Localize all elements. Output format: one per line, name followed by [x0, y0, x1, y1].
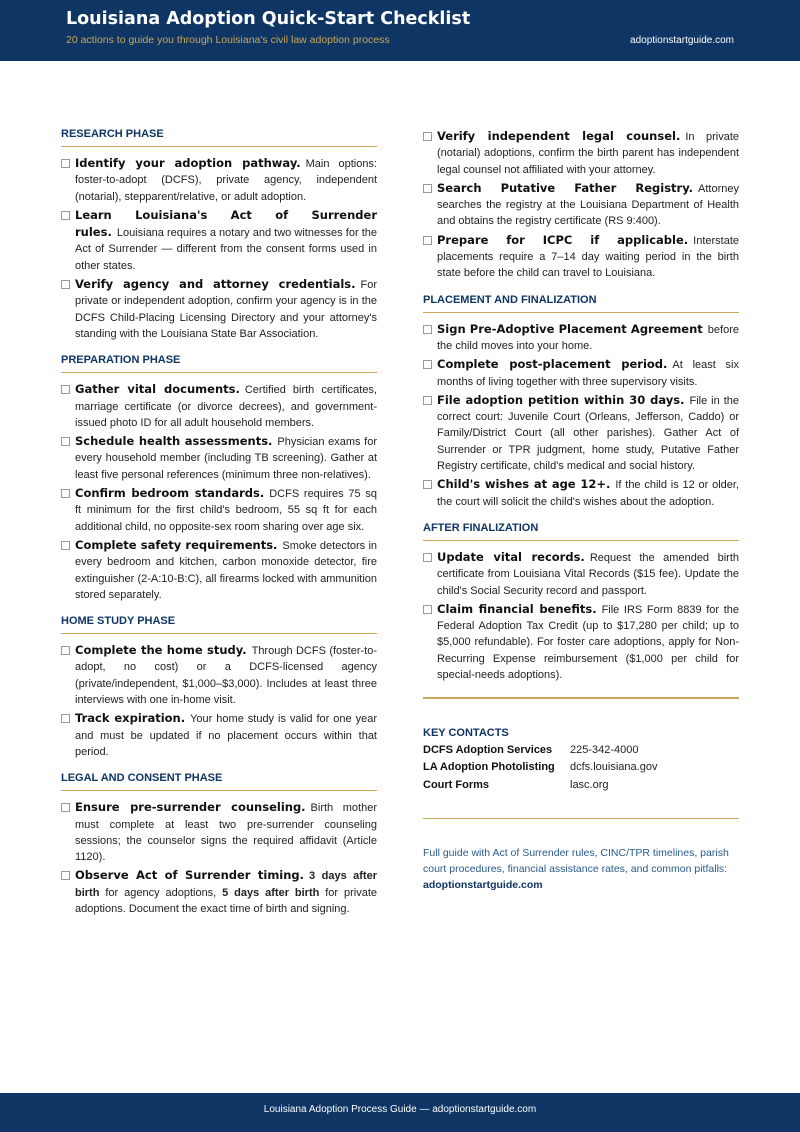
footnote-link[interactable]: adoptionstartguide.com: [423, 879, 543, 892]
checkbox[interactable]: [61, 211, 70, 220]
item-text: Attorney searches the registry at the Louisiana Department of Health and obtains the registry certificate (RS 9:400).: [437, 182, 739, 228]
checkbox[interactable]: [61, 646, 70, 655]
item-title: Complete safety requirements.: [75, 537, 278, 552]
section-heading: LEGAL AND CONSENT PHASE: [61, 772, 377, 791]
item-text: for agency adoptions,: [99, 886, 223, 899]
checkbox[interactable]: [423, 360, 432, 369]
checklist-item: [61, 485, 377, 535]
checklist-item: [61, 276, 377, 342]
item-text: For private or independent adoption, confirm your agency is in the DCFS Child-Placing Licensing Directory and your attorney's standing with the Louisiana State Bar Association.: [75, 279, 377, 340]
checkbox[interactable]: [423, 184, 432, 193]
section-legal-consent-continued: [423, 128, 739, 282]
section-heading: PREPARATION PHASE: [61, 354, 377, 373]
item-title: Ensure pre-surrender counseling.: [75, 800, 306, 815]
checklist-item: [61, 799, 377, 865]
checkbox[interactable]: [61, 871, 70, 880]
checklist-item: [423, 392, 739, 474]
item-title: Claim financial benefits.: [437, 601, 597, 616]
item-text: Request the amended birth certificate from Louisiana Vital Records ($15 fee). Update the child's Social Security record and passport.: [437, 551, 740, 597]
divider: [423, 697, 739, 699]
checkbox[interactable]: [61, 385, 70, 394]
item-text: Interstate placements require a 7–14 day waiting period in the birth state before the child can travel to Louisiana.: [437, 234, 739, 280]
checklist-item: [61, 710, 377, 760]
footer-text: Louisiana Adoption Process Guide — adoptionstartguide.com: [263, 1104, 537, 1115]
checklist-item: [423, 476, 739, 510]
item-text: before the child moves into your home.: [437, 323, 739, 352]
item-title: Complete post-placement period.: [437, 357, 668, 372]
checklist-item: [61, 433, 377, 483]
contact-value[interactable]: lasc.org: [570, 778, 609, 791]
item-title: Observe Act of Surrender timing.: [75, 868, 305, 883]
section-heading: AFTER FINALIZATION: [423, 522, 739, 541]
item-title: Verify agency and attorney credentials.: [75, 277, 356, 292]
checkbox[interactable]: [423, 553, 432, 562]
contacts-heading: KEY CONTACTS: [423, 726, 509, 739]
item-title: Schedule health assessments.: [75, 434, 273, 449]
item-text: Through DCFS (foster-to-adopt, no cost) or a DCFS-licensed agency (private/independent, $1,000–$3,000). Includes at least three interviews with one in-home visit.: [75, 645, 378, 707]
item-text: for private adoptions. Document the exact time of birth and signing.: [75, 886, 378, 915]
checklist-item: [423, 601, 739, 683]
item-text: If the child is 12 or older, the court will solicit the child's wishes about the adoption.: [437, 479, 739, 508]
checklist-item: [61, 381, 377, 431]
item-title: Learn Louisiana's Act of Surrender rules.: [75, 207, 377, 240]
contact-label: DCFS Adoption Services: [423, 743, 553, 756]
checklist-item: [61, 207, 377, 274]
checklist-item: [423, 180, 739, 230]
header-site-link[interactable]: adoptionstartguide.com: [630, 35, 734, 46]
checklist-item: [423, 321, 739, 355]
section-heading: HOME STUDY PHASE: [61, 615, 377, 634]
checkbox[interactable]: [423, 325, 432, 334]
right-column: [423, 128, 739, 893]
checklist-item: [423, 128, 739, 178]
checklist-item: [423, 232, 739, 282]
checkbox[interactable]: [423, 396, 432, 405]
left-column: [61, 128, 377, 929]
section-preparation: [61, 354, 377, 603]
item-title: Gather vital documents.: [75, 382, 240, 397]
item-text: Birth mother must complete at least two pre-surrender counseling sessions; the counselor signs the required affidavit (Article 1120).: [75, 802, 377, 864]
contact-row: [423, 742, 739, 760]
item-title: Child's wishes at age 12+.: [437, 477, 611, 492]
checkbox[interactable]: [61, 159, 70, 168]
item-text: File in the correct court: Juvenile Court (Orleans, Jefferson, Caddo) or Family/District Court (all other parishes). Gather Act of Surrender or TPR judgment, home study, Putative Father Registry certificate, child's medical and social history.: [437, 394, 739, 473]
checkbox[interactable]: [423, 236, 432, 245]
section-after-finalization: [423, 522, 739, 683]
checkbox[interactable]: [61, 280, 70, 289]
item-text: DCFS requires 75 sq ft minimum for the first child's bedroom, 55 sq ft for each additional child, no opposite-sex room sharing over age six.: [75, 488, 377, 533]
item-title: Search Putative Father Registry.: [437, 180, 694, 195]
checklist-item: [61, 867, 377, 917]
checkbox[interactable]: [423, 480, 432, 489]
section-heading: PLACEMENT AND FINALIZATION: [423, 294, 739, 313]
contact-label: LA Adoption Photolisting: [423, 761, 555, 774]
item-title: Confirm bedroom standards.: [75, 486, 265, 501]
key-contacts: [423, 727, 739, 795]
checklist-item: [61, 537, 377, 603]
item-title: Track expiration.: [75, 711, 186, 726]
contact-row: [423, 777, 739, 795]
page-header: [0, 0, 800, 61]
checkbox[interactable]: [61, 489, 70, 498]
checkbox[interactable]: [423, 132, 432, 141]
checkbox[interactable]: [61, 714, 70, 723]
item-text: At least six months of living together with three supervisory visits.: [437, 359, 740, 388]
guide-footnote: [423, 845, 739, 893]
contact-value[interactable]: dcfs.louisiana.gov: [570, 761, 658, 774]
contact-value[interactable]: 225-342-4000: [570, 743, 639, 756]
checklist-item: [423, 549, 739, 599]
item-title: Identify your adoption pathway.: [75, 156, 301, 170]
divider: [423, 818, 739, 819]
item-text: Louisiana requires a notary and two witnesses for the Act of Surrender — different from the consent forms used in other states.: [75, 227, 377, 272]
checklist-item: [61, 155, 377, 205]
item-title: Complete the home study.: [75, 643, 247, 658]
item-text: Smoke detectors in every bedroom and kitchen, carbon monoxide detector, fire extinguisher (2-A:10-B:C), all firearms locked with ammunition stored separately.: [75, 539, 377, 601]
item-title: Verify independent legal counsel.: [437, 129, 681, 143]
item-emphasis: 3 days after birth: [75, 870, 377, 899]
contact-row: [423, 759, 739, 777]
checkbox[interactable]: [423, 605, 432, 614]
section-placement-finalization: [423, 294, 739, 510]
section-research: [61, 128, 377, 342]
item-emphasis: 5 days after birth: [222, 886, 320, 899]
section-legal-consent: [61, 772, 377, 917]
checkbox[interactable]: [61, 541, 70, 550]
section-heading: RESEARCH PHASE: [61, 128, 377, 147]
item-text: Physician exams for every household member (including TB screening). Gather at least five personal references (minimum three non-relatives).: [75, 436, 377, 481]
item-text: In private (notarial) adoptions, confirm the birth parent has independent legal counsel not affiliated with your attorney.: [437, 131, 739, 176]
item-title: Prepare for ICPC if applicable.: [437, 232, 689, 247]
item-text: Main options: foster-to-adopt (DCFS), private agency, independent (notarial), stepparent/relative, or adult adoption.: [75, 158, 377, 203]
item-text: Your home study is valid for one year and must be updated if no placement occurs within that period.: [75, 713, 377, 758]
checklist-item: [423, 356, 739, 390]
item-text: Certified birth certificates, marriage certificate (or divorce decrees), and government-issued photo ID for all adult household members.: [75, 384, 377, 429]
item-title: File adoption petition within 30 days.: [437, 392, 685, 407]
page-footer: [0, 1093, 800, 1132]
checklist-item: [61, 642, 377, 708]
item-title: Sign Pre-Adoptive Placement Agreement: [437, 321, 703, 336]
footnote-text: Full guide with Act of Surrender rules, CINC/TPR timelines, parish court procedures, financial assistance rates, and common pitfalls:: [423, 847, 729, 876]
section-home-study: [61, 615, 377, 760]
contact-label: Court Forms: [423, 778, 489, 791]
page-title: Louisiana Adoption Quick-Start Checklist: [66, 9, 471, 29]
checkbox[interactable]: [61, 437, 70, 446]
page-subtitle: 20 actions to guide you through Louisiana's civil law adoption process: [66, 34, 390, 46]
item-text: File IRS Form 8839 for the Federal Adoption Tax Credit (up to $17,280 per child; up to $5,000 refundable). For foster care adoptions, apply for Non-Recurring Expense reimbursement ($1,000 per child for special-needs adoptions).: [437, 603, 739, 682]
checkbox[interactable]: [61, 803, 70, 812]
item-title: Update vital records.: [437, 549, 585, 564]
